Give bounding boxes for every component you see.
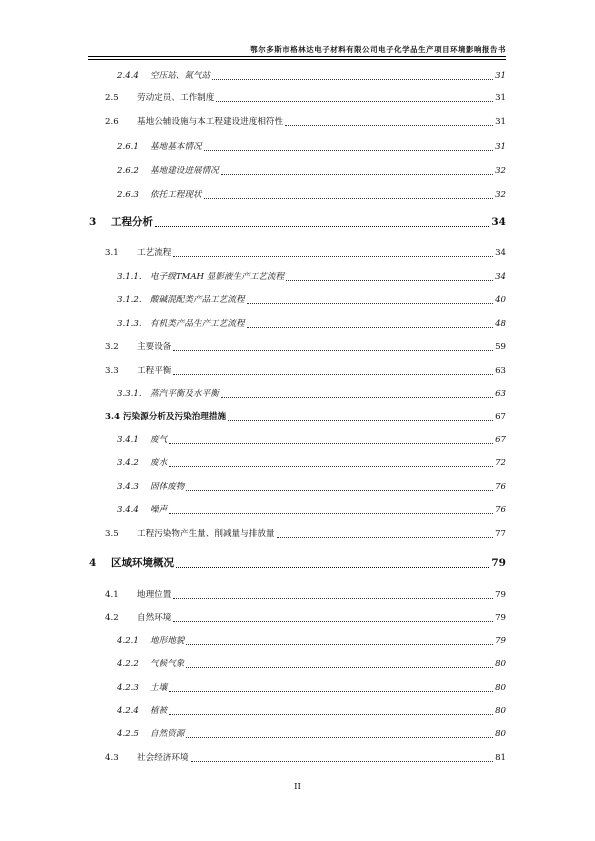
toc-leader-dots (216, 100, 493, 102)
toc-leader-dots (204, 149, 493, 151)
toc-entry-title: 自然环境 (137, 613, 172, 623)
toc-entry-title: 3.4 污染源分析及污染治理措施 (105, 412, 227, 422)
toc-entry[interactable] (117, 434, 506, 446)
toc-entry-number: 2.6 (105, 117, 119, 127)
toc-entry-title: 工程污染物产生量、削减量与排放量 (137, 529, 275, 539)
toc-entry-page: 77 (495, 529, 506, 539)
toc-entry-title: 基地建设进展情况 (150, 166, 219, 176)
toc-entry[interactable] (117, 481, 506, 493)
toc-entry-title: 工程平衡 (137, 366, 172, 376)
toc-entry[interactable] (105, 116, 506, 128)
toc-entry-title: 区域环境概况 (111, 557, 174, 569)
toc-entry-page: 31 (495, 142, 506, 152)
toc-entry-page: 79 (495, 590, 506, 600)
toc-entry-number: 4.2.4 (117, 706, 139, 716)
toc-entry-number: 4.2 (105, 613, 119, 623)
toc-entry[interactable] (89, 215, 506, 229)
toc-entry-page: 59 (495, 342, 506, 352)
toc-leader-dots (173, 255, 493, 257)
toc-leader-dots (173, 349, 493, 351)
toc-entry-page: 67 (495, 412, 506, 422)
toc-entry-number: 3.4.3 (117, 482, 139, 492)
toc-entry[interactable] (117, 165, 506, 177)
toc-leader-dots (173, 373, 493, 375)
toc-entry-page: 32 (495, 190, 506, 200)
toc-entry[interactable] (117, 141, 506, 153)
toc-entry-page: 31 (495, 93, 506, 103)
toc-entry-number: 4.1 (105, 590, 119, 600)
toc-entry-title: 空压站、氮气站 (150, 71, 211, 81)
toc-entry-number: 2.5 (105, 93, 119, 103)
toc-entry[interactable] (105, 341, 506, 353)
toc-entry-title: 固体废物 (150, 482, 185, 492)
toc-entry-title: 地形地貌 (150, 636, 185, 646)
toc-entry[interactable] (117, 705, 506, 717)
toc-entry-page: 63 (495, 366, 506, 376)
toc-entry[interactable] (105, 247, 506, 259)
toc-entry-title: 社会经济环境 (137, 753, 189, 763)
toc-entry-number: 2.4.4 (117, 71, 139, 81)
toc-entry[interactable] (117, 189, 506, 201)
toc-entry[interactable] (117, 271, 506, 283)
toc-entry-number: 3.4.2 (117, 458, 139, 468)
toc-entry-title: 噪声 (150, 505, 168, 515)
toc-entry-number: 4.2.3 (117, 683, 139, 693)
page-number: II (294, 782, 301, 792)
toc-entry-page: 34 (491, 216, 506, 228)
toc-leader-dots (191, 760, 493, 762)
toc-entry[interactable] (89, 556, 506, 570)
toc-entry[interactable] (117, 635, 506, 647)
toc-entry-title: 地理位置 (137, 590, 172, 600)
toc-entry-title: 电子级TMAH 显影液生产工艺流程 (150, 272, 285, 282)
toc-entry-title: 蒸汽平衡及水平衡 (150, 389, 219, 399)
toc-leader-dots (169, 512, 493, 514)
toc-entry[interactable] (105, 752, 506, 764)
toc-entry-number: 2.6.3 (117, 190, 139, 200)
toc-entry-number: 3.3 (105, 366, 119, 376)
toc-leader-dots (169, 690, 493, 692)
toc-entry-title: 自然资源 (150, 729, 185, 739)
toc-entry-title: 工程分析 (111, 216, 153, 228)
toc-entry-page: 72 (495, 458, 506, 468)
toc-leader-dots (186, 489, 493, 491)
toc-leader-dots (176, 566, 489, 568)
toc-entry-page: 80 (495, 659, 506, 669)
toc-entry-number: 3.1.1. (117, 272, 142, 282)
toc-entry-title: 基地基本情况 (150, 142, 202, 152)
toc-entry-title: 主要设备 (137, 342, 172, 352)
toc-entry-title: 酸碱混配类产品工艺流程 (150, 295, 245, 305)
toc-entry-number: 3.4.1 (117, 435, 139, 445)
toc-leader-dots (173, 597, 493, 599)
toc-entry-page: 76 (495, 505, 506, 515)
toc-entry-page: 32 (495, 166, 506, 176)
toc-entry-title: 有机类产品生产工艺流程 (150, 319, 245, 329)
toc-entry[interactable] (117, 70, 506, 82)
toc-entry-page: 34 (495, 248, 506, 258)
toc-entry-page: 81 (495, 753, 506, 763)
toc-entry[interactable] (117, 658, 506, 670)
toc-entry-number: 3.1.2. (117, 295, 142, 305)
toc-leader-dots (228, 419, 493, 421)
toc-leader-dots (169, 442, 493, 444)
toc-entry-page: 80 (495, 683, 506, 693)
toc-entry-page: 34 (495, 272, 506, 282)
toc-entry-number: 3.1 (105, 248, 119, 258)
toc-entry-number: 4.2.1 (117, 636, 139, 646)
toc-entry-title: 植被 (150, 706, 168, 716)
toc-leader-dots (286, 279, 493, 281)
toc-leader-dots (204, 197, 493, 199)
toc-entry-page: 63 (495, 389, 506, 399)
toc-entry-number: 4.3 (105, 753, 119, 763)
toc-leader-dots (186, 643, 493, 645)
toc-entry-page: 79 (495, 636, 506, 646)
toc-entry[interactable] (117, 682, 506, 694)
toc-entry-page: 80 (495, 706, 506, 716)
toc-leader-dots (173, 620, 493, 622)
toc-leader-dots (285, 124, 493, 126)
toc-entry-number: 3.2 (105, 342, 119, 352)
toc-entry-page: 79 (495, 613, 506, 623)
toc-entry-title: 气候气象 (150, 659, 185, 669)
toc-leader-dots (169, 713, 493, 715)
running-header: 鄂尔多斯市格林达电子材料有限公司电子化学品生产项目环境影响报告书 (250, 45, 506, 54)
toc-entry[interactable] (105, 612, 506, 624)
toc-entry-number: 3.5 (105, 529, 119, 539)
toc-entry[interactable] (117, 457, 506, 469)
toc-entry-number: 4 (89, 557, 97, 569)
toc-leader-dots (221, 396, 493, 398)
toc-entry-page: 79 (491, 557, 506, 569)
toc-entry-number: 4.2.2 (117, 659, 139, 669)
toc-entry-title: 土壤 (150, 683, 168, 693)
toc-leader-dots (186, 666, 493, 668)
toc-entry-page: 76 (495, 482, 506, 492)
toc-entry-number: 2.6.1 (117, 142, 139, 152)
toc-entry-page: 48 (495, 319, 506, 329)
toc-entry[interactable] (117, 728, 506, 740)
toc-entry-number: 4.2.5 (117, 729, 139, 739)
toc-entry-title: 基地公辅设施与本工程建设进度相符性 (137, 117, 284, 127)
toc-leader-dots (247, 302, 494, 304)
toc-entry[interactable] (117, 318, 506, 330)
toc-entry-number: 3.1.3. (117, 319, 142, 329)
toc-entry-page: 31 (495, 71, 506, 81)
toc-entry-page: 31 (495, 117, 506, 127)
toc-entry-page: 80 (495, 729, 506, 739)
toc-leader-dots (277, 536, 494, 538)
toc-leader-dots (186, 736, 493, 738)
toc-entry[interactable] (117, 388, 506, 400)
toc-entry-title: 废气 (150, 435, 168, 445)
toc-entry[interactable] (105, 411, 506, 423)
toc-leader-dots (155, 225, 489, 227)
toc-entry[interactable] (117, 504, 506, 516)
toc-leader-dots (212, 78, 493, 80)
toc-entry-number: 3 (89, 216, 97, 228)
toc-entry[interactable] (117, 294, 506, 306)
toc-entry-page: 67 (495, 435, 506, 445)
toc-entry-title: 依托工程现状 (150, 190, 202, 200)
toc-entry[interactable] (105, 589, 506, 601)
toc-entry-number: 3.4.4 (117, 505, 139, 515)
toc-entry-title: 废水 (150, 458, 168, 468)
toc-entry-number: 2.6.2 (117, 166, 139, 176)
toc-entry-number: 3.3.1. (117, 389, 142, 399)
toc-entry[interactable] (105, 92, 506, 104)
toc-leader-dots (247, 326, 494, 328)
toc-leader-dots (169, 465, 493, 467)
toc-leader-dots (221, 173, 493, 175)
toc-entry-page: 40 (495, 295, 506, 305)
toc-entry[interactable] (105, 528, 506, 540)
toc-entry-title: 工艺流程 (137, 248, 172, 258)
toc-entry[interactable] (105, 365, 506, 377)
toc-entry-title: 劳动定员、工作制度 (137, 93, 215, 103)
